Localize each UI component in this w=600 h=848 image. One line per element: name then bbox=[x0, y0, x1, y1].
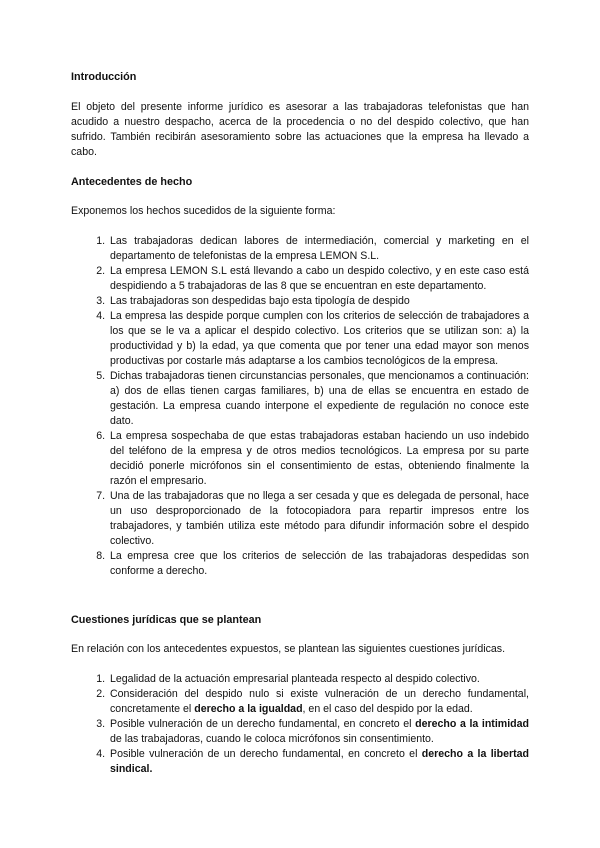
item-text: Consideración del despido nulo si existe vulneración de un derecho fundamental, concretamente el bbox=[110, 688, 529, 715]
list-item: 8. La empresa cree que los criterios de selección de las trabajadoras despedidas son conforme a derecho. bbox=[108, 549, 529, 579]
item-text: , en el caso del despido por la edad. bbox=[302, 703, 473, 715]
intro-section bbox=[71, 70, 529, 160]
antecedentes-section bbox=[71, 175, 529, 579]
item-emphasis: derecho a la libertad sindical. bbox=[110, 748, 529, 775]
cuestiones-section bbox=[71, 613, 529, 777]
antecedentes-lead: Exponemos los hechos sucedidos de la siguiente forma: bbox=[71, 205, 336, 217]
list-item: 7. Una de las trabajadoras que no llega a ser cesada y que es delegada de personal, hace un uso desproporcionado de la fotocopiadora para repartir impresos entre los trabajadores, y también utiliza este método para difundir información sobre el despido colectivo. bbox=[108, 489, 529, 549]
list-item: 2. La empresa LEMON S.L está llevando a cabo un despido colectivo, y en este caso está despidiendo a 5 trabajadoras de las 8 que se encuentran en este departamento. bbox=[108, 264, 529, 294]
intro-heading: Introducción bbox=[71, 71, 137, 83]
list-item: 4. La empresa las despide porque cumplen con los criterios de selección de trabajadores a los que se le va a aplicar el despido colectivo. Los criterios que se utilizan son: a) la productividad y b) la edad, ya que comenta que por tener una edad mayor son menos productivas por costarle más adaptarse a los cambios tecnológicos de la empresa. bbox=[108, 309, 529, 369]
antecedentes-list bbox=[71, 234, 529, 579]
item-text: Posible vulneración de un derecho fundamental, en concreto el bbox=[110, 748, 422, 760]
cuestiones-heading: Cuestiones jurídicas que se plantean bbox=[71, 614, 262, 626]
cuestiones-lead: En relación con los antecedentes expuestos, se plantean las siguientes cuestiones jurídicas. bbox=[71, 643, 506, 655]
list-item bbox=[108, 672, 529, 687]
list-item bbox=[108, 687, 529, 717]
item-text: Posible vulneración de un derecho fundamental, en concreto el bbox=[110, 718, 416, 730]
item-text: Legalidad de la actuación empresarial planteada respecto al despido colectivo. bbox=[110, 673, 480, 685]
list-item: 6. La empresa sospechaba de que estas trabajadoras estaban haciendo un uso indebido del teléfono de la empresa y de otros medios tecnológicos. La empresa por su parte decidió ponerle micrófonos sin el consentimiento de estas, obteniendo finalmente la razón el empresario. bbox=[108, 429, 529, 489]
list-item: 3. Las trabajadoras son despedidas bajo esta tipología de despido bbox=[108, 294, 529, 309]
item-emphasis: derecho a la intimidad bbox=[415, 718, 529, 730]
intro-body: El objeto del presente informe jurídico es asesorar a las trabajadoras telefonistas que han acudido a nuestro despacho, acerca de la procedencia o no del despido colectivo, que han sufrido. También recibirán asesoramiento sobre las actuaciones que la empresa ha llevado a cabo. bbox=[71, 101, 529, 158]
list-item: 1. Las trabajadoras dedican labores de intermediación, comercial y marketing en el departamento de telefonistas de la empresa LEMON S.L. bbox=[108, 234, 529, 264]
item-text: de las trabajadoras, cuando le coloca micrófonos sin consentimiento. bbox=[110, 733, 434, 745]
item-emphasis: derecho a la igualdad bbox=[194, 703, 303, 715]
list-item bbox=[108, 717, 529, 747]
list-item: 5. Dichas trabajadoras tienen circunstancias personales, que mencionamos a continuación: a) dos de ellas tienen cargas familiares, b) una de ellas se encuentra en estado de gestación. La empresa cuando interpone el expediente de regulación no conoce este dato. bbox=[108, 369, 529, 429]
antecedentes-heading: Antecedentes de hecho bbox=[71, 176, 193, 188]
cuestiones-list bbox=[71, 672, 529, 777]
list-item bbox=[108, 747, 529, 777]
